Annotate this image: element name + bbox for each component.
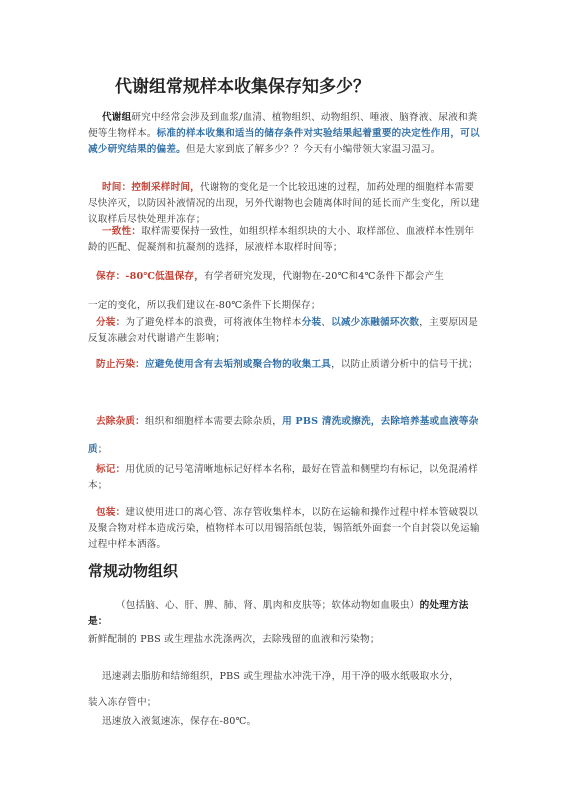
time-lead: 时间： <box>102 182 132 193</box>
consistency-paragraph <box>88 224 482 256</box>
impurity-emphasis: 用 PBS 清洗或擦洗，去除培养基或血液等杂质 <box>88 416 479 455</box>
contamination-emphasis: 应避免使用含有去垢剂或聚合物的收集工具 <box>144 359 332 370</box>
packaging-text: 建议使用进口的离心管、冻存管收集样本，以防在运输和操作过程中样本管破裂以及聚合物对样本造成污染，植物样本可以用锡箔纸包装，锡箔纸外面套一个自封袋以免运输过程中样本洒落。 <box>88 507 480 550</box>
storage-text-1: 有学者研究发现，代谢物在-20℃和4℃条件下都会产生 <box>204 271 445 282</box>
intro-text: 研究中经常会涉及到血浆/血清、植物组织、动物组织、唾液、脑脊液、尿液和粪便等生物样本。 <box>88 112 478 139</box>
contamination-paragraph <box>88 357 482 373</box>
step-2 <box>88 664 482 716</box>
storage-lead: 保存： <box>96 271 126 282</box>
aliquot-text-1: 为了避免样本的浪费，可将液体生物样本 <box>125 317 302 328</box>
label-text: 用优质的记号笔清晰地标记好样本名称，最好在管盖和侧壁均有标记，以免混淆样本； <box>88 464 478 491</box>
label-lead: 标记： <box>96 464 126 475</box>
aliquot-emphasis-2: 以减少冻融循环次数 <box>331 317 420 328</box>
step-3-text: 迅速放入液氮速冻，保存在-80℃。 <box>102 716 257 727</box>
storage-paragraph <box>88 262 482 320</box>
intro-text-2: 但是大家到底了解多少？？今天有小编带领大家温习温习。 <box>185 144 441 155</box>
packaging-lead: 包装： <box>96 507 126 518</box>
page-title: 代谢组常规样本收集保存知多少？ <box>115 77 370 97</box>
step-3 <box>88 714 482 730</box>
time-text: 代谢物的变化是一个比较迅速的过程，加药处理的细胞样本需要尽快淬灭，以防因补液情况的出现，另外代谢物也会随离体时间的延长而产生变化，所以建议取样后尽快处理并冻存； <box>88 182 480 225</box>
consistency-lead: 一致性： <box>102 226 142 237</box>
aliquot-emphasis-1: 分装 <box>301 317 322 328</box>
time-emphasis: 控制采样时间， <box>131 182 200 193</box>
impurity-lead: 去除杂质： <box>96 416 145 427</box>
step-2-text-a: 迅速剥去脂肪和结缔组织，PBS 或生理盐水冲洗干净，用干净的吸水纸吸取水分， <box>102 671 459 682</box>
storage-text-2: 一定的变化，所以我们建议在-80℃条件下长期保存； <box>88 300 321 311</box>
impurity-text-1: 组织和细胞样本需要去除杂质， <box>144 416 283 427</box>
impurity-text-2: ； <box>97 444 108 455</box>
intro-lead: 代谢组 <box>102 112 132 123</box>
section-intro-text: （包括脑、心、肝、脾、肺、肾、肌肉和皮肤等；软体动物如血吸虫） <box>116 600 420 611</box>
step-2-text-b: 装入冻存管中； <box>88 697 157 708</box>
consistency-text: 取样需要保持一致性，如组织样本组织块的大小、取样部位、血液样本性别年龄的匹配、促凝剂和抗凝剂的选择，尿液样本取样时间等； <box>88 226 475 253</box>
label-paragraph <box>88 462 482 494</box>
section-intro <box>88 598 482 630</box>
storage-emphasis: -80℃低温保存， <box>125 271 204 282</box>
aliquot-paragraph <box>88 315 482 347</box>
time-paragraph <box>88 180 482 228</box>
step-1 <box>88 632 482 648</box>
intro-emphasis: 标准的样本收集和适当的储存条件对实验结果起着重要的决定性作用，可以减少研究结果的偏差。 <box>88 128 480 155</box>
aliquot-lead: 分装： <box>96 317 126 328</box>
packaging-paragraph <box>88 505 482 553</box>
aliquot-text-2: 、 <box>321 317 332 328</box>
section-title: 常规动物组织 <box>88 562 179 580</box>
aliquot-text-3: ，主要原因是反复冻融会对代谢谱产生影响； <box>88 317 478 344</box>
contamination-text: ，以防止质谱分析中的信号干扰； <box>331 359 478 370</box>
intro-paragraph <box>88 110 482 158</box>
contamination-lead: 防止污染： <box>96 359 145 370</box>
step-1-text: 新鲜配制的 PBS 或生理盐水洗涤两次，去除残留的血液和污染物； <box>88 634 380 645</box>
section-intro-bold: 的处理方法是： <box>88 600 469 627</box>
impurity-paragraph <box>88 408 482 464</box>
